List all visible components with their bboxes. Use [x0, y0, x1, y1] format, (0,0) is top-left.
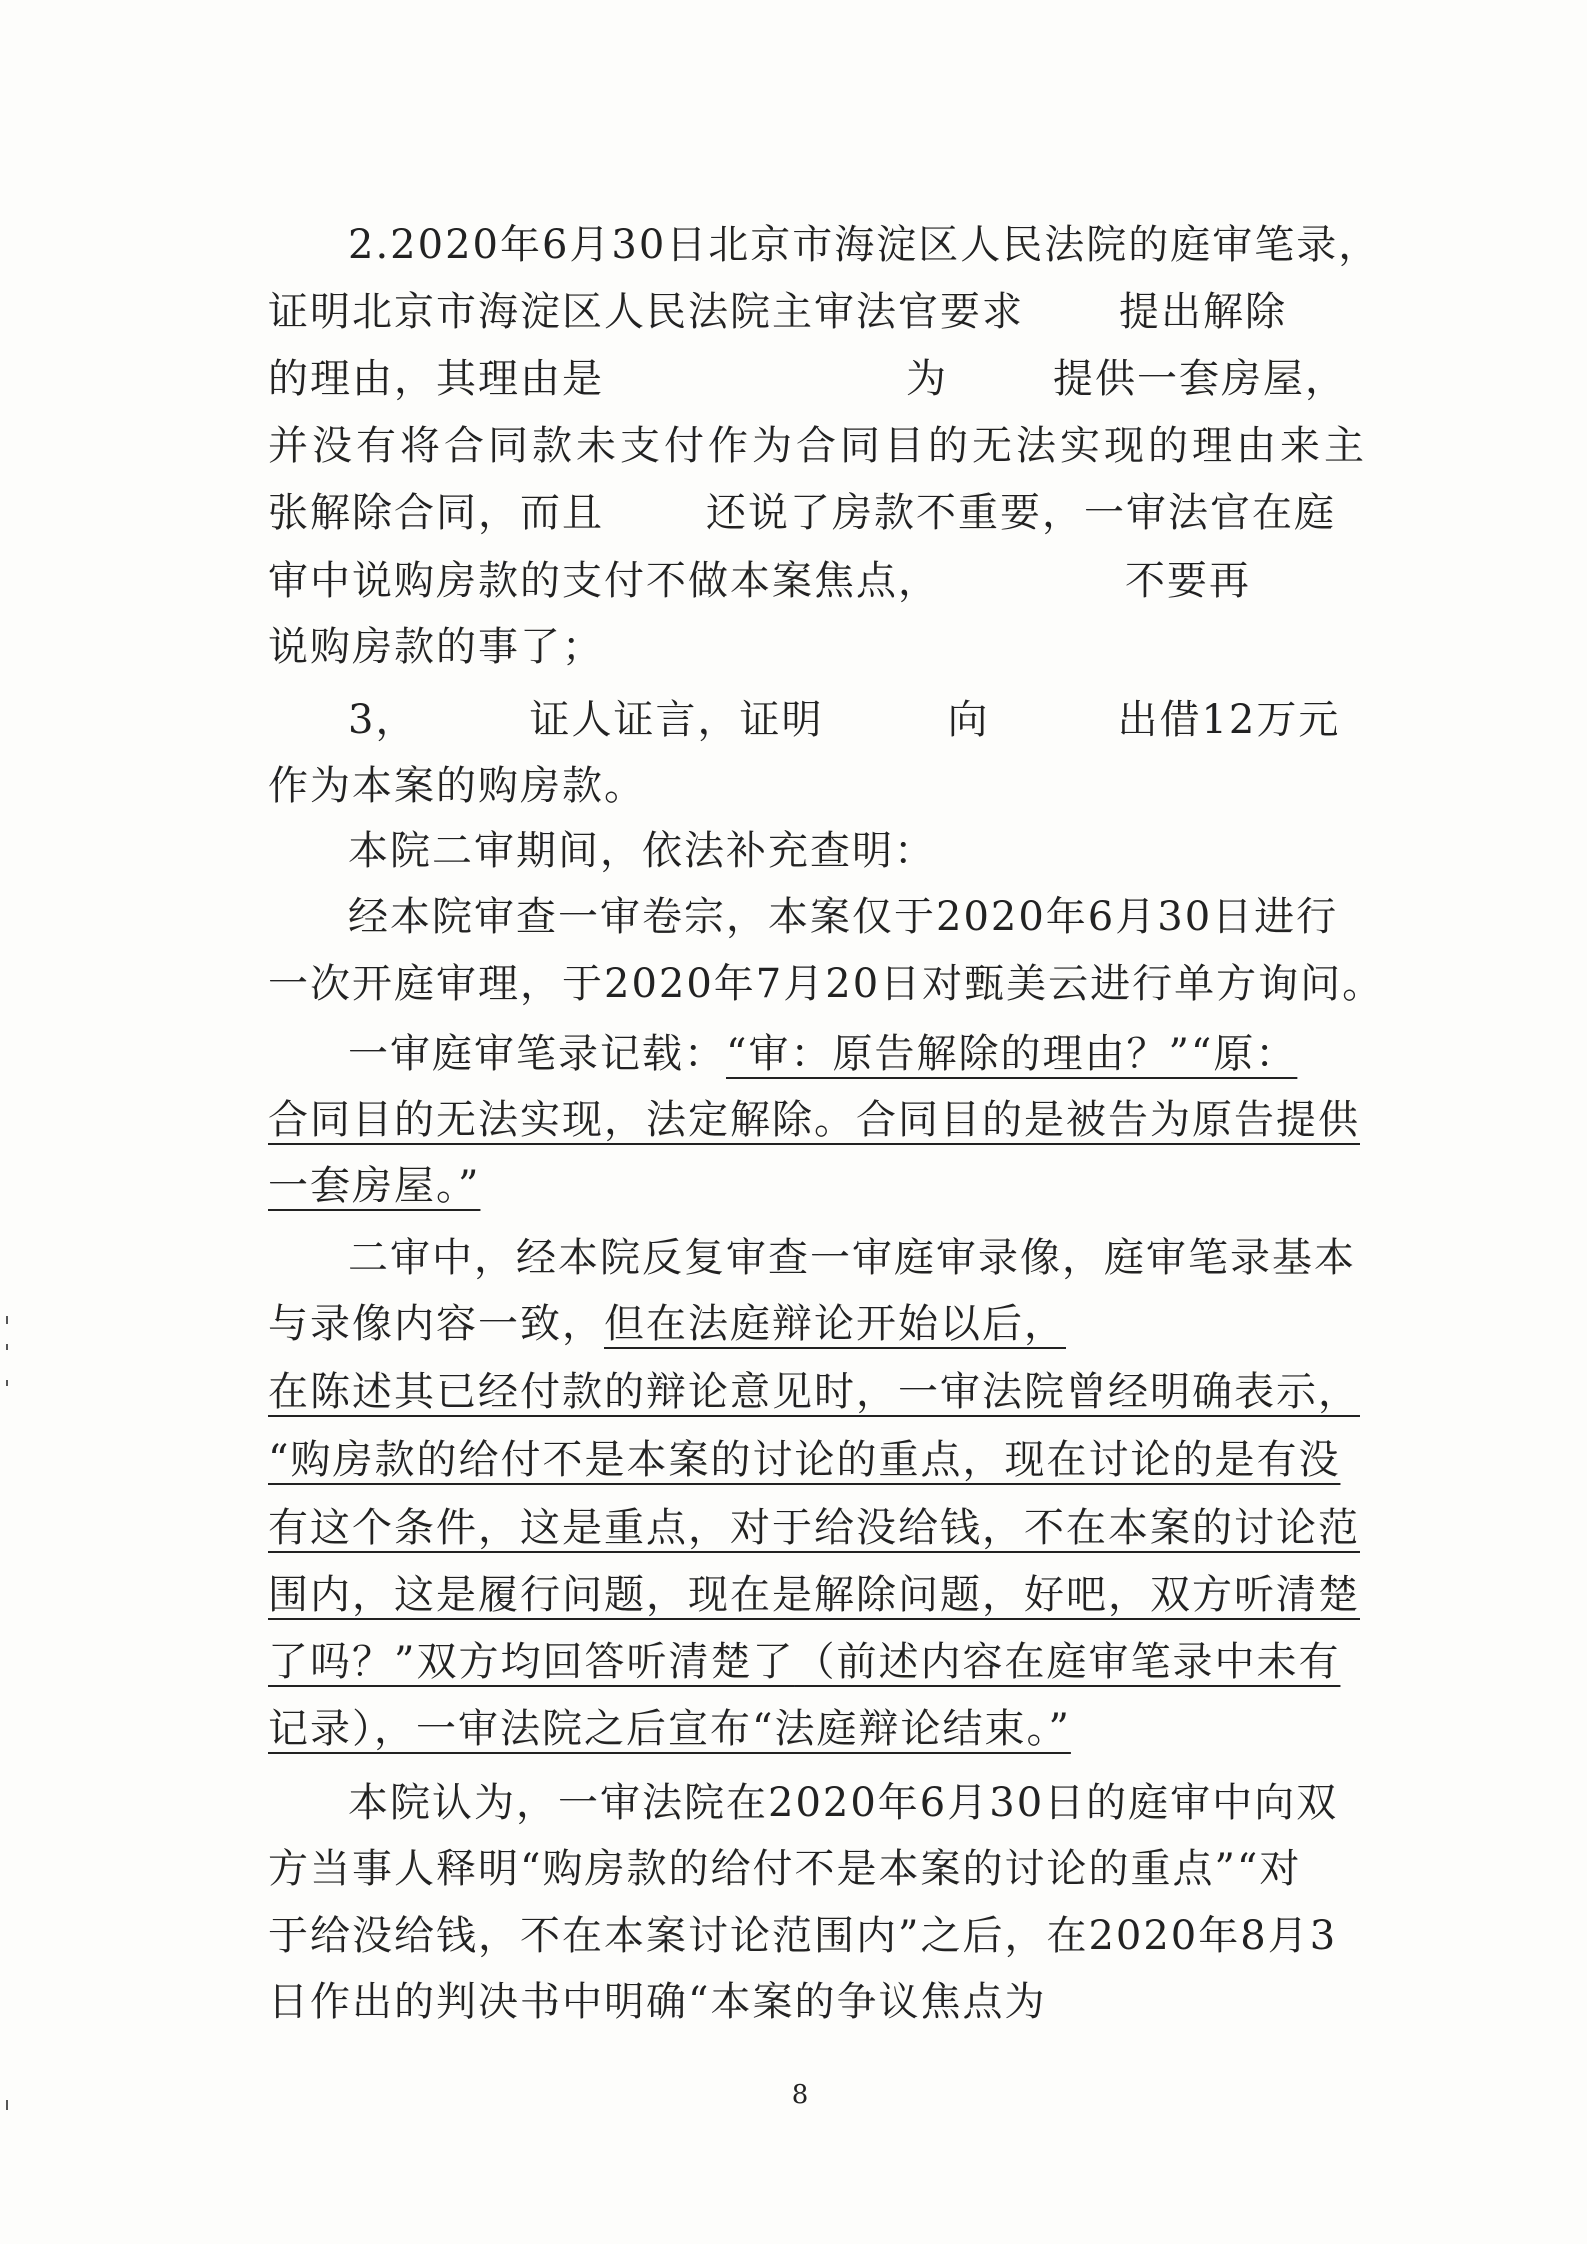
text-line: 日作出的判决书中明确“本案的争议焦点为	[268, 1979, 1047, 2025]
text-line: 说购房款的事了；	[268, 624, 604, 670]
text-line: 记录），一审法院之后宣布“法庭辩论结束。”	[268, 1706, 1071, 1752]
text-line: 合同目的无法实现，法定解除。合同目的是被告为原告提供	[268, 1097, 1360, 1143]
text-line: 2.2020年6月30日北京市海淀区人民法院的庭审笔录，	[348, 222, 1381, 268]
text-line: 方当事人释明“购房款的给付不是本案的讨论的重点”“对	[268, 1846, 1302, 1892]
scan-mark	[6, 1344, 8, 1350]
text-line: 有这个条件，这是重点，对于给没给钱，不在本案的讨论范	[268, 1505, 1360, 1551]
text-line: 于给没给钱，不在本案讨论范围内”之后，在2020年8月3	[268, 1913, 1338, 1959]
text-line: 一次开庭审理，于2020年7月20日对甄美云进行单方询问。	[268, 961, 1385, 1007]
text-line: 经本院审查一审卷宗，本案仅于2020年6月30日进行	[348, 894, 1339, 940]
text-line: 一审庭审笔录记载：“审：原告解除的理由？”“原：	[348, 1031, 1298, 1077]
text-line: 本院认为，一审法院在2020年6月30日的庭审中向双	[348, 1780, 1339, 1826]
text-line: 张解除合同，而且 还说了房款不重要，一审法官在庭	[268, 490, 1336, 536]
text-line: 证明北京市海淀区人民法院主审法官要求 提出解除	[268, 289, 1287, 335]
text-line: 二审中，经本院反复审查一审庭审录像，庭审笔录基本	[348, 1235, 1356, 1281]
text-line: 作为本案的购房款。	[268, 763, 646, 809]
text-line: 并没有将合同款未支付作为合同目的无法实现的理由来主	[268, 423, 1368, 469]
text-line: 3， 证人证言，证明 向 出借12万元	[348, 697, 1341, 743]
scan-mark	[6, 2100, 8, 2110]
scan-mark	[6, 1380, 8, 1386]
scan-mark	[6, 1316, 8, 1324]
text-line: 与录像内容一致，但在法庭辩论开始以后，	[268, 1301, 1066, 1347]
page-number: 8	[791, 2080, 809, 2110]
text-line: 本院二审期间，依法补充查明：	[348, 828, 936, 874]
text-line: 围内，这是履行问题，现在是解除问题，好吧，双方听清楚	[268, 1572, 1360, 1618]
text-line: 在陈述其已经付款的辩论意见时，一审法院曾经明确表示，	[268, 1369, 1360, 1415]
text-line: 的理由，其理由是 为 提供一套房屋，	[268, 356, 1347, 402]
text-line: “购房款的给付不是本案的讨论的重点，现在讨论的是有没	[268, 1437, 1341, 1483]
text-line: 审中说购房款的支付不做本案焦点， 不要再	[268, 558, 1251, 604]
text-line: 了吗？”双方均回答听清楚了（前述内容在庭审笔录中未有	[268, 1639, 1341, 1685]
text-line: 一套房屋。”	[268, 1163, 481, 1209]
